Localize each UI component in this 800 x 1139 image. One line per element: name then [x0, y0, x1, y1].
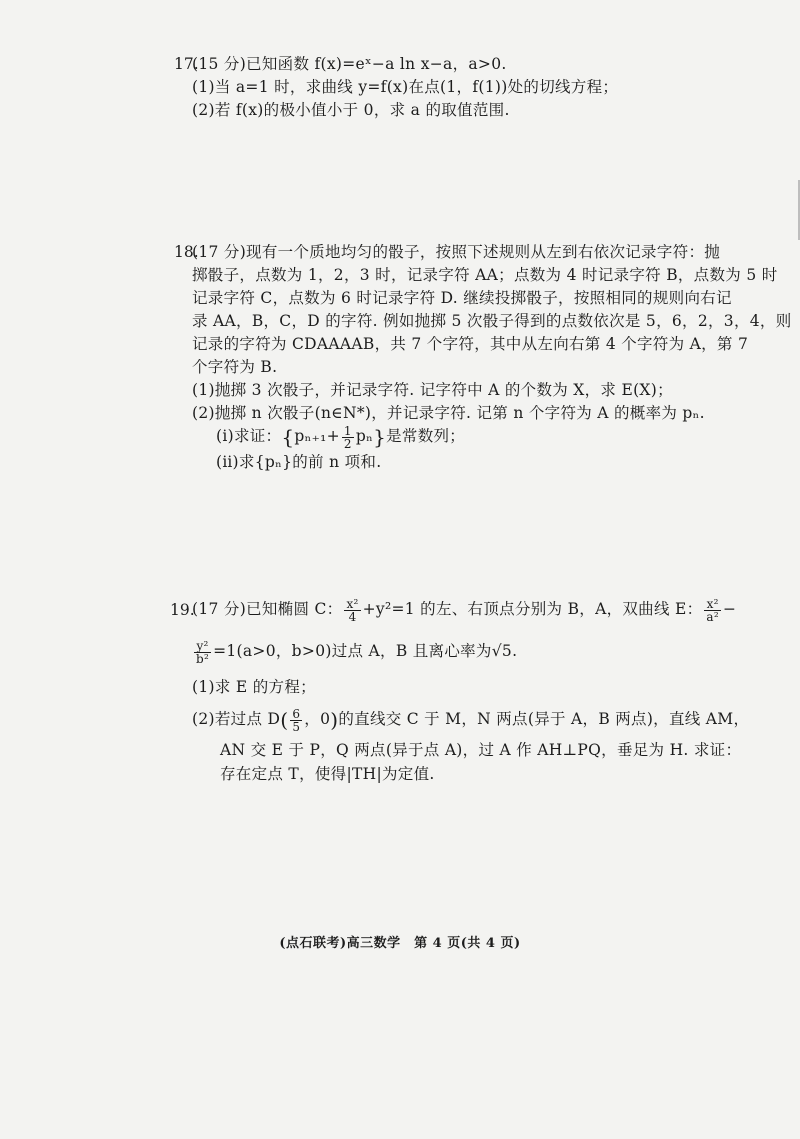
- fraction-numerator: 1: [343, 423, 352, 438]
- sub-part-prefix: (ⅰ)求证：: [216, 427, 282, 445]
- question-part-1: (1)抛掷 3 次骰子，并记录字符. 记字符中 A 的个数为 X，求 E(X)；: [192, 381, 673, 399]
- paren-open: (: [280, 708, 289, 732]
- question-part-2: (2)抛掷 n 次骰子(n∈N*)，并记录字符. 记第 n 个字符为 A 的概率为 pₙ.: [192, 404, 705, 422]
- question-text-line: (17 分)现有一个质地均匀的骰子，按照下述规则从左到右依次记录字符：抛: [192, 243, 721, 261]
- page-footer: (点石联考)高三数学 第 4 页(共 4 页): [279, 936, 521, 951]
- question-text-line: 个字符为 B.: [192, 358, 278, 376]
- fraction-denominator: 4: [348, 609, 357, 624]
- fraction-denominator: a²: [706, 609, 719, 624]
- brace-close: }: [373, 425, 387, 449]
- question-text-line: 记录的字符为 CDAAAAB，共 7 个字符，其中从左向右第 4 个字符为 A，第 7: [192, 335, 749, 353]
- question-sub-part-i: [216, 420, 465, 453]
- question-text-line: 录 AA，B，C，D 的字符. 例如抛掷 5 次骰子得到的点数依次是 5，6，2，3，4，则: [192, 312, 792, 330]
- fraction: [342, 425, 354, 450]
- question-sub-part-ii: (ⅱ)求{pₙ}的前 n 项和.: [216, 453, 382, 471]
- question-stem-line-1: [192, 590, 736, 628]
- question-part-2-line-2: AN 交 E 于 P，Q 两点(异于点 A)，过 A 作 AH⊥PQ，垂足为 H. 求证：: [220, 741, 742, 759]
- question-stem: (15 分)已知函数 f(x)=eˣ−a ln x−a，a>0.: [192, 55, 507, 73]
- fraction-denominator: b²: [196, 651, 210, 666]
- fraction: [290, 708, 302, 733]
- part-text: ，0: [304, 710, 331, 728]
- fraction: [704, 598, 721, 623]
- fraction-numerator: x²: [346, 596, 359, 611]
- question-text-line: 掷骰子，点数为 1，2，3 时，记录字符 AA；点数为 4 时记录字符 B，点数为 5 时: [192, 266, 778, 284]
- question-number: 18.: [174, 243, 199, 261]
- stem-text: (17 分)已知椭圆 C：: [192, 600, 343, 618]
- part-text: (2)若过点 D: [192, 710, 281, 728]
- question-number: 17.: [174, 55, 199, 73]
- fraction-numerator: 6: [292, 706, 301, 721]
- question-part-2-line-3: 存在定点 T，使得|TH|为定值.: [220, 765, 435, 783]
- fraction-denominator: 2: [343, 436, 352, 451]
- question-part-1: (1)当 a=1 时，求曲线 y=f(x)在点(1，f(1))处的切线方程；: [192, 78, 619, 96]
- sub-part-suffix: 是常数列；: [386, 427, 466, 445]
- paren-close: ): [330, 708, 339, 732]
- stem-text: +y²=1 的左、右顶点分别为 B，A，双曲线 E：: [362, 600, 703, 618]
- question-part-1: (1)求 E 的方程；: [192, 678, 316, 696]
- formula-term: pₙ: [355, 427, 374, 445]
- fraction-numerator: x²: [704, 598, 721, 611]
- fraction-denominator: 5: [292, 719, 301, 734]
- part-text: 的直线交 C 于 M，N 两点(异于 A，B 两点)，直线 AM，: [338, 710, 750, 728]
- question-stem-line-2: [192, 632, 517, 670]
- formula-term: pₙ₊₁+: [294, 427, 340, 445]
- fraction: [194, 640, 211, 665]
- question-number: 19.: [170, 601, 195, 619]
- fraction-numerator: y²: [194, 640, 211, 653]
- question-part-2: (2)若 f(x)的极小值小于 0，求 a 的取值范围.: [192, 101, 510, 119]
- stem-text: −: [723, 600, 737, 618]
- stem-text: =1(a>0，b>0)过点 A，B 且离心率为√5.: [213, 642, 518, 660]
- fraction: [344, 598, 360, 623]
- question-part-2-line-1: [192, 700, 749, 739]
- brace-open: {: [281, 425, 295, 449]
- question-text-line: 记录字符 C，点数为 6 时记录字符 D. 继续投掷骰子，按照相同的规则向右记: [192, 289, 732, 307]
